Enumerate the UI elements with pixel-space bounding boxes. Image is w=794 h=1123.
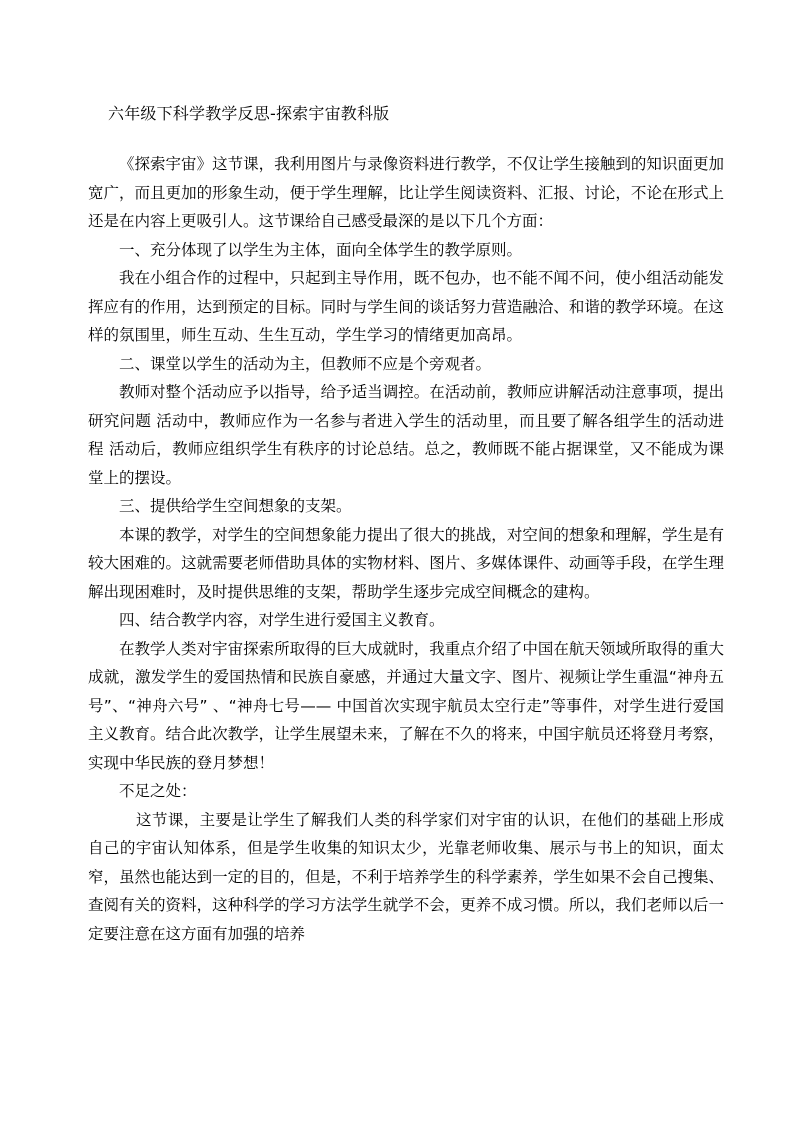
- heading-point-four: 四、结合教学内容，对学生进行爱国主义教育。: [119, 611, 445, 629]
- document-title: 六年级下科学教学反思-探索宇宙教科版: [108, 104, 390, 123]
- paragraph-shortcomings: 这节课，主要是让学生了解我们人类的科学家们对宇宙的认识，在他们的基础上形成自己的宇宙认知体系，但是学生收集的知识太少，光靠老师收集、展示与书上的知识，面太窄，虽然也能达到一定的目的，但是，不利于培养学生的科学素养，学生如果不会自己搜集、查阅有关的资料，这种科学的学习方法学生就学不会，更养不成习惯。所以，我们老师以后一定要注意在这方面有加强的培养: [88, 810, 724, 943]
- paragraph-point-four: 在教学人类对宇宙探索所取得的巨大成就时，我重点介绍了中国在航天领域所取得的重大成就，激发学生的爱国热情和民族自豪感，并通过大量文字、图片、视频让学生重温“神舟五号”、“神舟六号” 、“神舟七号—— 中国首次实现宇航员太空行走”等事件，对学生进行爱国主义教育。结合此次教学，让学生展望未来，了解在不久的将来，中国宇航员还将登月考察，实现中华民族的登月梦想！: [88, 639, 724, 772]
- heading-shortcomings: 不足之处：: [119, 782, 197, 800]
- heading-point-one: 一、充分体现了以学生为主体，面向全体学生的教学原则。: [119, 240, 523, 259]
- paragraph-point-three: 本课的教学，对学生的空间想象能力提出了很大的挑战，对空间的想象和理解，学生是有较大困难的。这就需要老师借助具体的实物材料、图片、多媒体课件、动画等手段，在学生理解出现困难时，及时提供思维的支架，帮助学生逐步完成空间概念的建构。: [88, 525, 724, 601]
- paragraph-point-two: 教师对整个活动应予以指导，给予适当调控。在活动前，教师应讲解活动注意事项，提出研究问题 活动中，教师应作为一名参与者进入学生的活动里，而且要了解各组学生的活动进程 活动后，教师应组织学生有秩序的讨论总结。总之，教师既不能占据课堂，又不能成为课堂上的摆设。: [88, 383, 724, 487]
- heading-point-two: 二、课堂以学生的活动为主，但教师不应是个旁观者。: [119, 354, 492, 373]
- paragraph-intro: 《探索宇宙》这节课，我利用图片与录像资料进行教学，不仅让学生接触到的知识面更加宽广，而且更加的形象生动，便于学生理解，比让学生阅读资料、汇报、讨论，不论在形式上还是在内容上更吸引人。这节课给自己感受最深的是以下几个方面：: [88, 155, 724, 230]
- paragraph-point-one: 我在小组合作的过程中，只起到主导作用，既不包办，也不能不闻不问，使小组活动能发挥应有的作用，达到预定的目标。同时与学生间的谈话努力营造融洽、和谐的教学环境。在这样的氛围里，师生互动、生生互动，学生学习的情绪更加高昂。: [88, 269, 724, 344]
- heading-point-three: 三、提供给学生空间想象的支架。: [119, 497, 352, 515]
- document-body: [88, 150, 724, 948]
